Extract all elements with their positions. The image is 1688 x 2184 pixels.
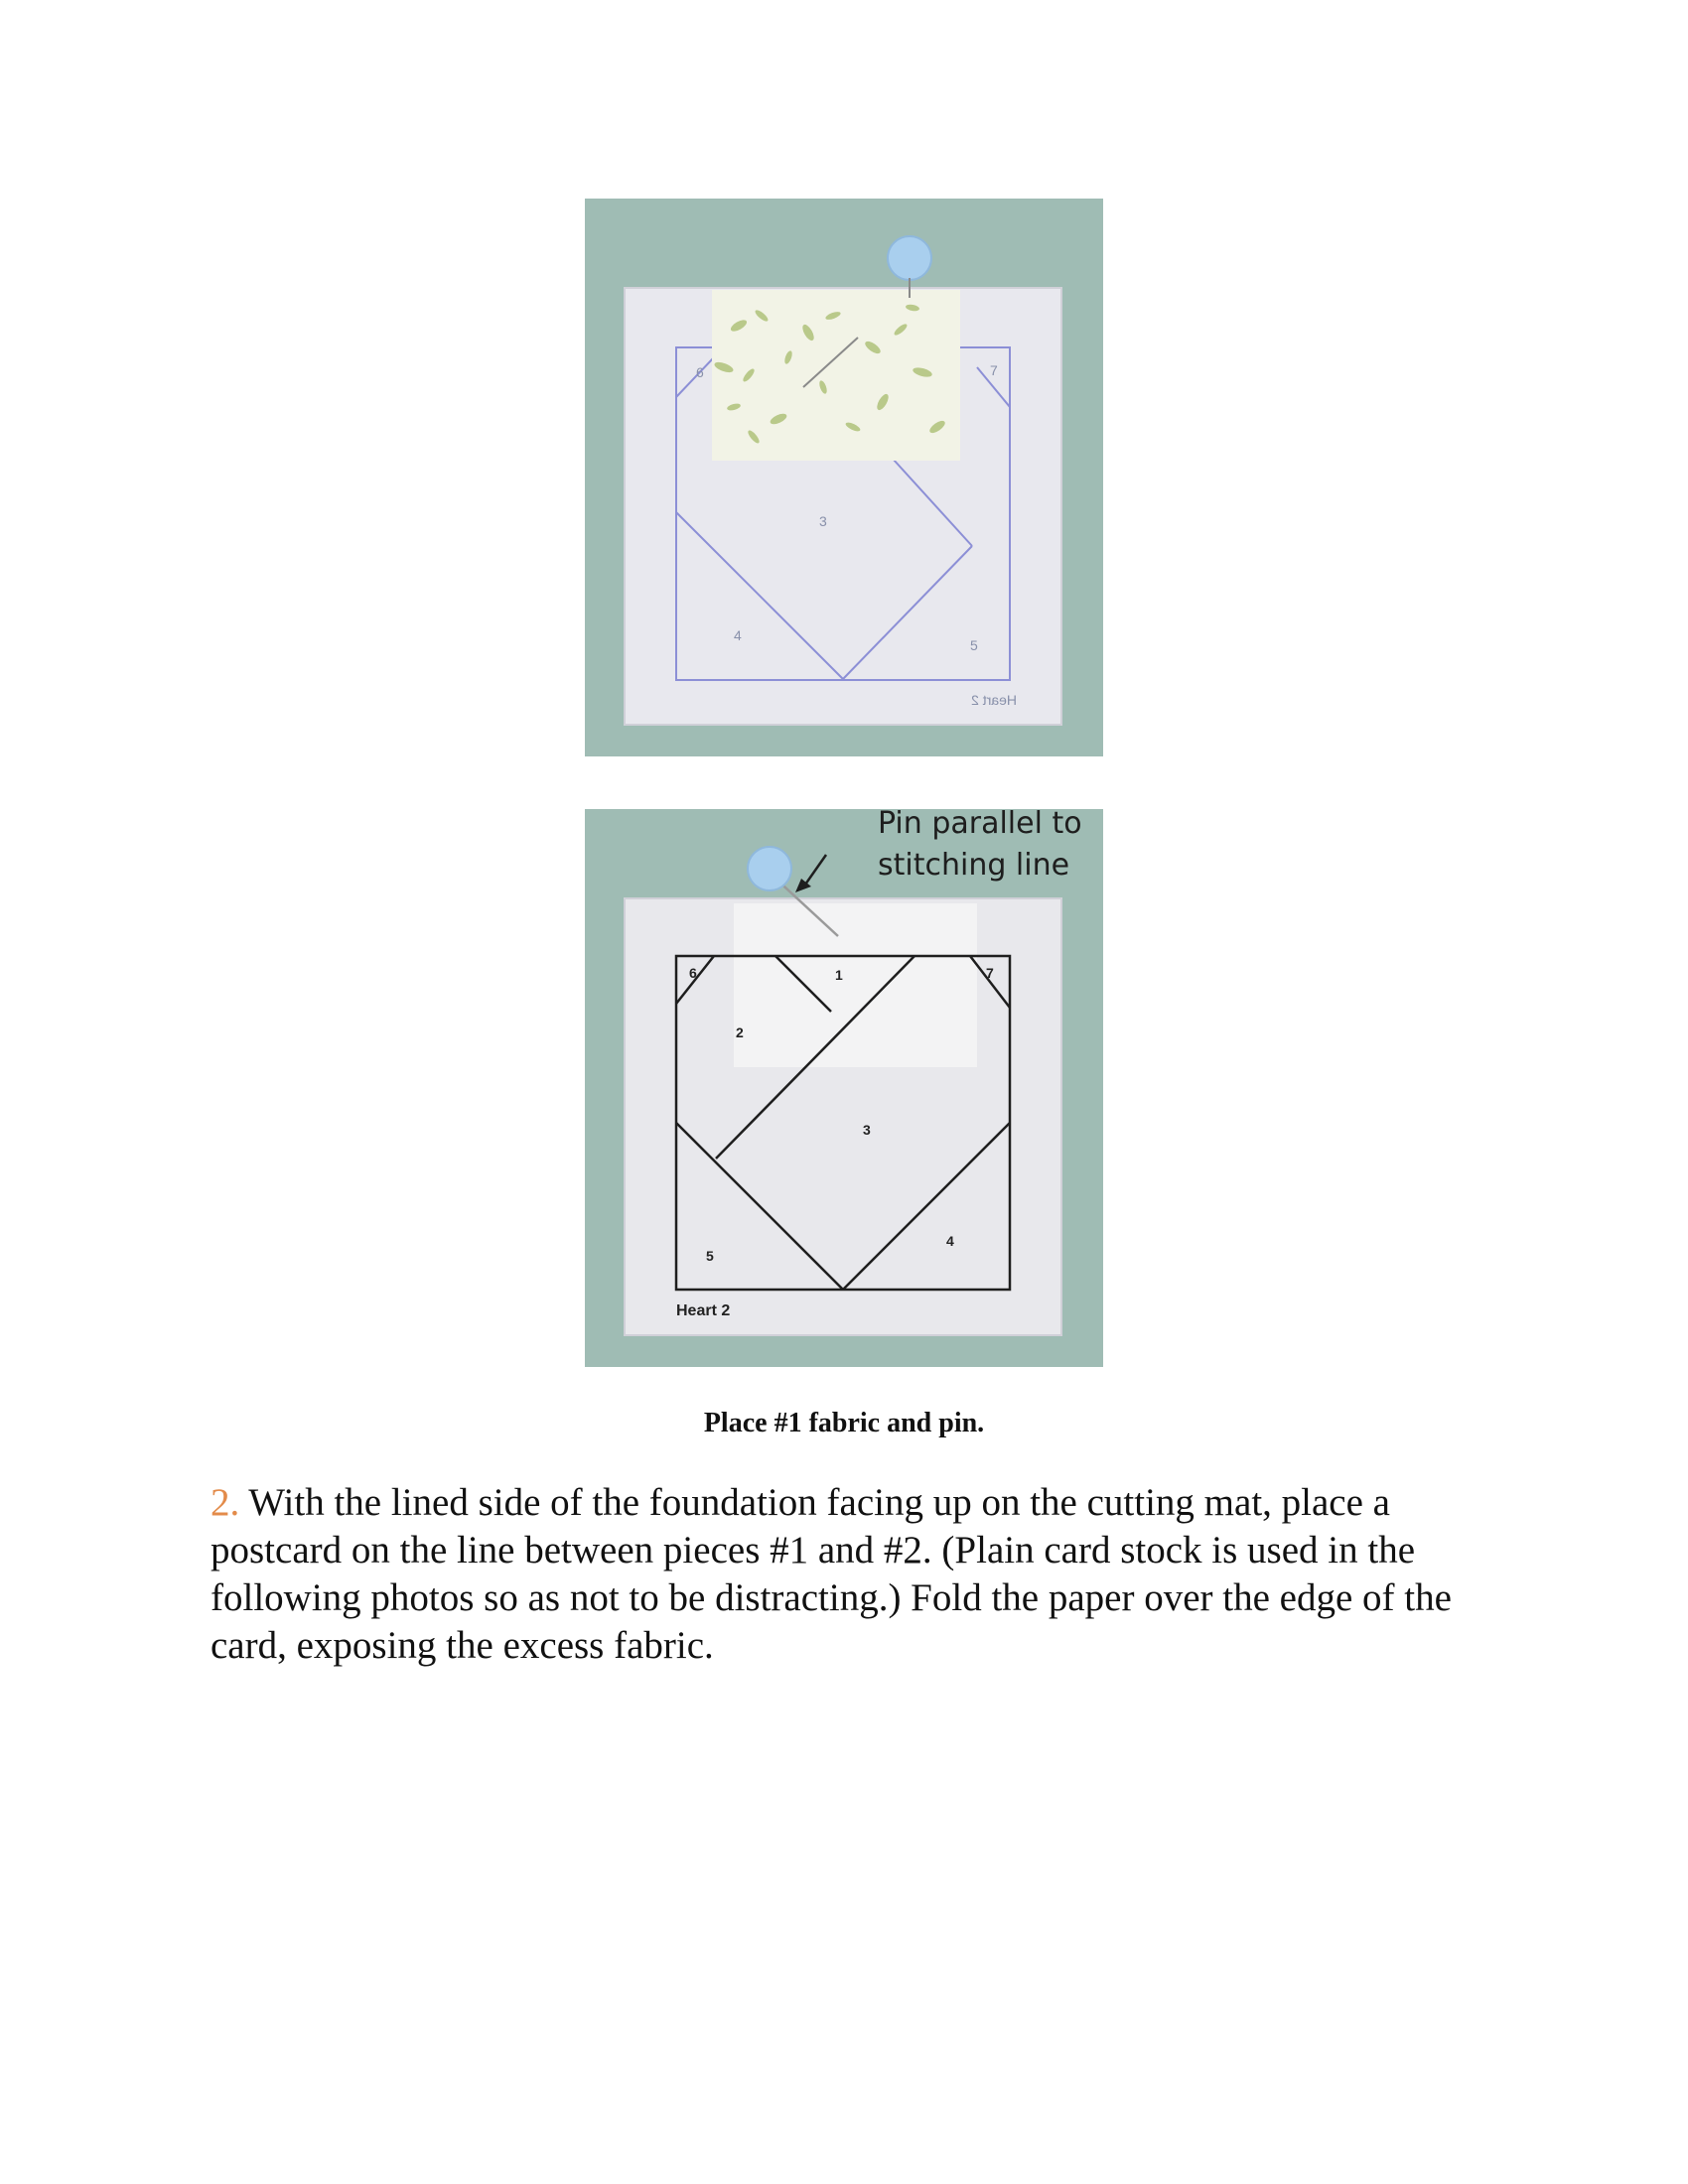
piece-number: 1 bbox=[835, 967, 843, 983]
annotation-line2: stitching line bbox=[878, 848, 1070, 883]
piece-number: 6 bbox=[696, 364, 704, 380]
photo-fabric-placed bbox=[585, 199, 1103, 756]
photo-lined-side-graphic bbox=[585, 809, 1103, 1367]
step-paragraph bbox=[211, 1479, 1491, 1670]
step-number: 2. bbox=[211, 1481, 240, 1524]
piece-number: 7 bbox=[990, 362, 998, 378]
pin-head bbox=[748, 847, 791, 890]
pin-head bbox=[888, 236, 931, 280]
piece-number: 6 bbox=[689, 965, 697, 981]
fabric-shadow bbox=[734, 903, 977, 1067]
piece-number: 5 bbox=[970, 637, 978, 653]
piece-number: 4 bbox=[946, 1233, 954, 1249]
figure-caption: Place #1 fabric and pin. bbox=[703, 1408, 985, 1438]
piece-number: 4 bbox=[734, 627, 742, 643]
annotation-line1: Pin parallel to bbox=[878, 809, 1082, 841]
piece-number: 5 bbox=[706, 1248, 714, 1264]
piece-number: 7 bbox=[986, 965, 994, 981]
piece-number: 2 bbox=[736, 1024, 744, 1040]
photo-lined-side bbox=[585, 809, 1103, 1367]
photo-fabric-placed-graphic bbox=[585, 199, 1103, 756]
block-label-mirrored: Heart 2 bbox=[971, 692, 1017, 708]
piece-number: 3 bbox=[819, 513, 827, 529]
step-text: With the lined side of the foundation facing up on the cutting mat, place a postcard on the line between pieces #1 and #2. (Plain card stock is used in the following photos so as not to be distracting.) Fold the paper over the edge of the card, exposing the excess fabric. bbox=[211, 1481, 1452, 1667]
piece-number: 3 bbox=[863, 1122, 871, 1138]
block-label: Heart 2 bbox=[676, 1302, 731, 1319]
